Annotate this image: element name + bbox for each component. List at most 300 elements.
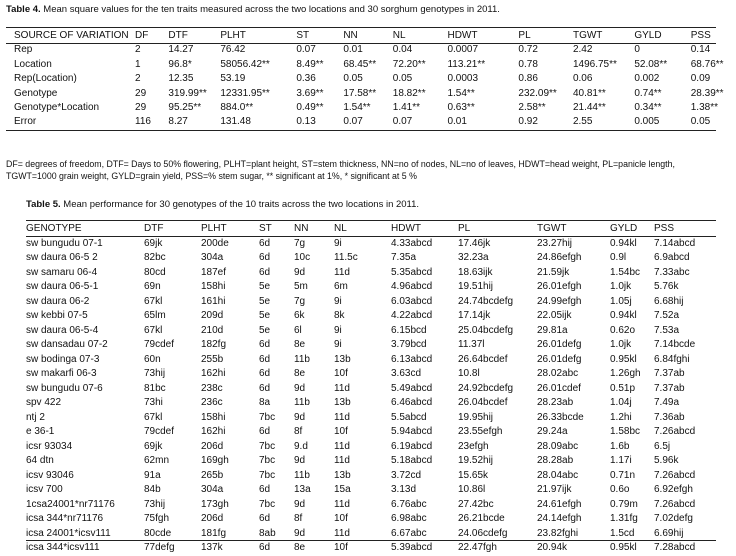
table-cell: 28.39** (690, 87, 724, 99)
table-cell: 6.98abc (391, 513, 427, 524)
table-cell: 10f (334, 368, 348, 379)
table-cell: Genotype (14, 87, 58, 99)
table-cell: 0.13 (296, 116, 316, 128)
table-cell: 7bc (259, 411, 276, 423)
table-cell: 10c (294, 252, 311, 263)
table-cell: 1 (135, 58, 141, 70)
table-cell: 1.54** (343, 102, 371, 114)
table-cell: 11d (334, 455, 350, 466)
table-cell: 11d (334, 527, 350, 539)
table-cell: 3.63cd (391, 368, 422, 379)
table-row (26, 266, 714, 281)
table5-top-rule (26, 220, 716, 221)
table-row (26, 396, 714, 411)
table4-caption (6, 4, 500, 15)
table-cell: 158hi (201, 411, 226, 423)
table-cell: 7.26abcd (654, 498, 696, 510)
table-cell: icsa 344*icsv111 (26, 542, 100, 553)
table-cell: 9d (294, 411, 306, 423)
table-cell: 2.58** (518, 102, 546, 114)
table-cell: 5.35abcd (391, 266, 433, 278)
table-cell: 79cdef (144, 339, 175, 350)
table-cell: 7bc (259, 498, 276, 510)
table4-header-cell: PL (518, 30, 531, 41)
table-cell: 29 (135, 102, 147, 114)
table-cell: 2 (135, 44, 141, 56)
table-cell: 24.92bcdefg (458, 382, 514, 394)
table-cell: 6d (259, 353, 271, 365)
table-cell: 1.05j (610, 295, 632, 307)
table-cell: icsv 93046 (26, 469, 74, 481)
table-cell: 0.95kl (610, 353, 637, 365)
table-cell: 80cde (144, 527, 172, 539)
table5-header-cell: DTF (144, 223, 164, 234)
table-cell: 29.24a (537, 426, 568, 437)
table-cell: 18.63ijk (458, 266, 493, 278)
table-cell: 67kl (144, 295, 163, 307)
table-cell: 1csa24001*nr71176 (26, 498, 115, 510)
table-cell: 0.01 (447, 116, 467, 128)
table-cell: 1.6b (610, 440, 630, 452)
table-cell: 23.82fghi (537, 527, 579, 539)
table-cell: 17.58** (343, 87, 377, 99)
table-cell: 17.14jk (458, 310, 491, 321)
table-row (26, 237, 714, 252)
table-cell: 265b (201, 469, 224, 481)
table-cell: 11d (334, 266, 350, 278)
table-cell: 19.51hij (458, 281, 494, 292)
table-cell: 9d (294, 455, 306, 466)
table-cell: 0.002 (634, 73, 660, 85)
table-cell: 68.76** (690, 58, 724, 70)
table-cell: 11b (294, 397, 310, 408)
table-cell: 12331.95** (220, 87, 270, 99)
table-cell: 40.81** (572, 87, 606, 99)
table4-header-cell: PLHT (220, 30, 246, 41)
table-cell: 24.99efgh (537, 295, 582, 307)
table-row (14, 87, 736, 101)
table-cell: 7bc (259, 455, 276, 466)
table-cell: 3.72cd (391, 469, 422, 481)
table-cell: 9.d (294, 440, 308, 452)
table-cell: 9d (294, 266, 306, 278)
table-cell: 7.14abcd (654, 237, 696, 249)
table4-header-cell: DF (135, 30, 149, 41)
table-cell: Location (14, 58, 52, 70)
table-cell: 0.6o (610, 484, 630, 495)
table-row (26, 338, 714, 353)
table-cell: 255b (201, 353, 224, 365)
table-cell: 304a (201, 484, 224, 495)
table-cell: 5e (259, 324, 271, 336)
table-cell: 304a (201, 252, 224, 263)
table4-header-cell: NL (392, 30, 406, 41)
table-cell: 24.74bcdefg (458, 295, 514, 307)
table-cell: 11d (334, 440, 350, 452)
table-cell: 9d (294, 382, 306, 394)
table-cell: 131.48 (220, 116, 251, 128)
table-cell: 5.39abcd (391, 542, 433, 553)
table-cell: 24.86efgh (537, 252, 582, 263)
table-cell: 0.78 (518, 58, 538, 70)
table-row (26, 527, 714, 542)
table5-caption (26, 199, 419, 210)
table-cell: 6d (259, 339, 271, 350)
table-cell: sw bungudu 07-1 (26, 237, 103, 249)
table-cell: 0.07 (343, 116, 363, 128)
table-cell: 26.01defg (537, 353, 582, 365)
table-cell: 6d (259, 252, 271, 263)
table4 (14, 29, 736, 130)
table-cell: 5e (259, 281, 271, 292)
table-cell: 73hij (144, 498, 166, 510)
table-cell: 0.49** (296, 102, 324, 114)
table4-top-rule (6, 27, 716, 28)
table-cell: 0.0007 (447, 44, 479, 56)
table-cell: 10.8l (458, 368, 480, 379)
table-cell: 6d (259, 513, 271, 524)
table-cell: 26.01cdef (537, 382, 581, 394)
table-cell: 6.69hij (654, 527, 684, 539)
table-row (26, 483, 714, 498)
table-cell: 0.9l (610, 252, 627, 263)
table-cell: 7.26abcd (654, 469, 696, 481)
table-cell: 137k (201, 542, 223, 553)
table-cell: 60n (144, 353, 161, 365)
table-cell: sw daura 06-2 (26, 295, 90, 307)
table-cell: 8.49** (296, 58, 324, 70)
table-cell: 6d (259, 368, 271, 379)
table-cell: 0.05 (343, 73, 363, 85)
table-cell: 0.51p (610, 382, 636, 394)
table-cell: 7g (294, 237, 306, 249)
table-row (14, 115, 736, 129)
table-cell: 232.09** (518, 87, 557, 99)
table-cell: 75fgh (144, 513, 170, 524)
table-cell: 0.06 (572, 73, 593, 85)
table-cell: 7.28abcd (654, 542, 696, 553)
table-row (14, 72, 736, 86)
table-cell: 1.26gh (610, 368, 641, 379)
table-cell: 13b (334, 469, 351, 481)
table-row (26, 541, 714, 556)
table-cell: sw kebbi 07-5 (26, 310, 88, 321)
table-cell: 6k (294, 310, 305, 321)
table5-header-cell: PSS (654, 223, 675, 234)
table-cell: 73hij (144, 368, 166, 379)
table-cell: 6.13abcd (391, 353, 433, 365)
table-cell: 7.53a (654, 324, 680, 336)
table-cell: 7.26abcd (654, 426, 696, 437)
table-cell: 26.04bcdef (458, 397, 508, 408)
table4-header-cell: GYLD (634, 30, 662, 41)
table-cell: 6m (334, 281, 348, 292)
table-cell: 62mn (144, 455, 170, 466)
table-row (26, 498, 714, 513)
table-cell: 0.14 (690, 44, 711, 56)
table-cell: 11d (334, 498, 350, 510)
table-cell: 24.06cdefg (458, 527, 508, 539)
table5-header-cell: HDWT (391, 223, 421, 234)
table-cell: 95.25** (168, 102, 202, 114)
table-cell: 23efgh (458, 440, 489, 452)
table-cell: 1.17i (610, 455, 632, 466)
table-cell: 69jk (144, 237, 163, 249)
table-cell: 11.5c (334, 252, 358, 263)
table-cell: 64 dtn (26, 455, 54, 466)
table-cell: 3.79bcd (391, 339, 427, 350)
table-cell: icsa 344*nr71176 (26, 513, 104, 524)
table-cell: 7.36ab (654, 411, 685, 423)
table-cell: 72.20** (392, 58, 426, 70)
table-cell: 1.2hi (610, 411, 632, 423)
table-cell: 173gh (201, 498, 229, 510)
table-cell: 6.19abcd (391, 440, 433, 452)
table-cell: 5e (259, 295, 271, 307)
table-cell: 0.71n (610, 469, 636, 481)
table-row (26, 251, 714, 266)
table-cell: 0.36 (296, 73, 316, 85)
table-cell: 5.96k (654, 455, 679, 466)
table-cell: 4.22abcd (391, 310, 433, 321)
table-row (14, 43, 736, 57)
table-cell: spv 422 (26, 397, 62, 408)
table-cell: 6.03abcd (391, 295, 433, 307)
table-row (14, 101, 736, 115)
table-cell: sw bungudu 07-6 (26, 382, 103, 394)
table-cell: 10f (334, 426, 348, 437)
table-row (26, 280, 714, 295)
table-cell: 0.79m (610, 498, 638, 510)
table-cell: ntj 2 (26, 411, 45, 423)
table-cell: 162hi (201, 368, 226, 379)
table-cell: 12.35 (168, 73, 194, 85)
table-cell: 1496.75** (572, 58, 617, 70)
table-cell: 6.46abcd (391, 397, 433, 408)
table-cell: 6.76abc (391, 498, 427, 510)
table4-header-cell: PSS (690, 30, 711, 41)
table-cell: 24.14efgh (537, 513, 582, 524)
table-cell: 6d (259, 484, 271, 495)
table-cell: icsa 24001*icsv111 (26, 527, 111, 539)
table4-footnote-line1: DF= degrees of freedom, DTF= Days to 50% flowering, PLHT=plant height, ST=stem thickness, NN=no of nodes, NL=no of leaves, HDWT=head weight, PL=panicle length, (6, 159, 675, 169)
table4-header-row (14, 29, 736, 43)
table-cell: 6d (259, 382, 271, 394)
table-cell: 6.84fghi (654, 353, 690, 365)
table-cell: 187ef (201, 266, 227, 278)
table-cell: 5e (259, 310, 271, 321)
table-cell: 9d (294, 527, 306, 539)
table-cell: sw makarfi 06-3 (26, 368, 97, 379)
table-cell: 1.58bc (610, 426, 641, 437)
table5-caption-label: Table 5. (26, 199, 61, 210)
table-cell: 6d (259, 542, 271, 553)
table-cell: 6.92efgh (654, 484, 693, 495)
table-cell: 0.07 (296, 44, 316, 56)
table-cell: 6d (259, 237, 271, 249)
table-row (26, 353, 714, 368)
table-cell: 1.5cd (610, 527, 635, 539)
table-cell: 11b (294, 353, 310, 365)
table-cell: 6.9abcd (654, 252, 690, 263)
table-cell: 116 (135, 116, 151, 128)
table-cell: 8f (294, 426, 303, 437)
table-cell: 9i (334, 324, 342, 336)
table-cell: 7.49a (654, 397, 680, 408)
table-row (26, 382, 714, 397)
table-cell: 20.94k (537, 542, 568, 553)
table4-header-cell: HDWT (447, 30, 478, 41)
table-cell: 91a (144, 469, 161, 481)
table-row (14, 58, 736, 72)
table5 (26, 222, 714, 556)
table-cell: 7.37ab (654, 368, 685, 379)
table-cell: 7bc (259, 440, 276, 452)
table-cell: 162hi (201, 426, 226, 437)
table-cell: 0.62o (610, 324, 636, 336)
table-cell: 7bc (259, 469, 276, 481)
table-cell: 21.44** (572, 102, 606, 114)
table-cell: 25.04bcdefg (458, 324, 514, 336)
table-cell: 884.0** (220, 102, 254, 114)
table-cell: 29 (135, 87, 147, 99)
table-cell: 8ab (259, 527, 276, 539)
table-cell: 0.34** (634, 102, 662, 114)
table-cell: 80cd (144, 266, 166, 278)
table-cell: 23.55efgh (458, 426, 503, 437)
table-cell: 206d (201, 440, 224, 452)
table-cell: 7.02defg (654, 513, 693, 524)
table5-caption-text: Mean performance for 30 genotypes of the 10 traits across the two locations in 2011. (60, 199, 420, 210)
table-cell: 210d (201, 324, 224, 336)
table-cell: 7.14bcde (654, 339, 696, 350)
table-cell: 10f (334, 513, 348, 524)
table-cell: 53.19 (220, 73, 246, 85)
table4-header-cell: NN (343, 30, 358, 41)
table-cell: 3.13d (391, 484, 417, 495)
table-cell: sw daura 06-5-4 (26, 324, 99, 336)
table-cell: 2 (135, 73, 141, 85)
table-cell: 21.97ijk (537, 484, 572, 495)
table-cell: 8e (294, 339, 306, 350)
table-cell: 65lm (144, 310, 166, 321)
table-cell: sw daura 06-5 2 (26, 252, 98, 263)
table-cell: 11b (294, 469, 310, 481)
table-cell: 11d (334, 411, 350, 423)
table-cell: 8f (294, 513, 303, 524)
table-cell: 6d (259, 426, 271, 437)
table-cell: 182fg (201, 339, 227, 350)
table-cell: 0 (634, 44, 640, 56)
table-cell: 161hi (201, 295, 226, 307)
table-cell: 7.37ab (654, 382, 685, 394)
table-cell: 0.05 (690, 116, 711, 128)
table-cell: 22.05ijk (537, 310, 572, 321)
table-cell: 181fg (201, 527, 227, 539)
table-cell: 67kl (144, 324, 163, 336)
table-cell: 158hi (201, 281, 226, 292)
table-cell: 96.8* (168, 58, 192, 70)
table-cell: 84b (144, 484, 161, 495)
table-row (26, 454, 714, 469)
table-cell: 2.55 (572, 116, 593, 128)
table5-header-cell: ST (259, 223, 272, 234)
table-cell: 1.04j (610, 397, 632, 408)
table-cell: sw dansadau 07-2 (26, 339, 108, 350)
table-cell: 0.72 (518, 44, 538, 56)
table-cell: 26.01defg (537, 339, 582, 350)
table-cell: 5.18abcd (391, 455, 433, 466)
table-cell: 1.0jk (610, 281, 632, 292)
table-cell: 52.08** (634, 58, 668, 70)
table-cell: 68.45** (343, 58, 377, 70)
table-cell: 69jk (144, 440, 163, 452)
table-cell: 8k (334, 310, 345, 321)
table-cell: 6.67abc (391, 527, 427, 539)
table-cell: 0.07 (392, 116, 413, 128)
table-cell: 5.5abcd (391, 411, 427, 423)
table-cell: 28.02abc (537, 368, 579, 379)
table-cell: 15a (334, 484, 351, 495)
table-cell: Rep(Location) (14, 73, 77, 85)
table-cell: 10f (334, 542, 348, 553)
table4-header-cell: SOURCE OF VARIATION (14, 30, 129, 41)
table-cell: 2.42 (572, 44, 593, 56)
table-cell: 9i (334, 237, 342, 249)
table4-caption-text: Mean square values for the ten traits measured across the two locations and 30 sorghum genotypes in 2011. (40, 4, 500, 15)
table-row (26, 512, 714, 527)
table-cell: 0.94kl (610, 310, 637, 321)
table-cell: 6l (294, 324, 302, 336)
table-cell: sw bodinga 07-3 (26, 353, 100, 365)
table-cell: 0.92 (518, 116, 538, 128)
table-cell: 1.54bc (610, 266, 641, 278)
table-cell: 209d (201, 310, 224, 321)
table-cell: 1.41** (392, 102, 421, 114)
table-row (26, 469, 714, 484)
table-cell: 69n (144, 281, 161, 292)
table-cell: 5.76k (654, 281, 679, 292)
table5-header-cell: NL (334, 223, 347, 234)
table-cell: sw daura 06-5-1 (26, 281, 99, 292)
table5-header-cell: PL (458, 223, 471, 234)
table-cell: 17.46jk (458, 237, 491, 249)
table-cell: Error (14, 116, 37, 128)
table-cell: 11d (334, 382, 350, 394)
table-cell: Genotype*Location (14, 102, 100, 114)
table-cell: 6.5j (654, 440, 671, 452)
table-cell: 236c (201, 397, 223, 408)
table5-header-row (26, 222, 714, 237)
table-cell: 58056.42** (220, 58, 270, 70)
table-cell: 26.33bcde (537, 411, 584, 423)
table-cell: 0.74** (634, 87, 662, 99)
table-cell: 8e (294, 368, 306, 379)
table-cell: 4.33abcd (391, 237, 433, 249)
table-cell: 14.27 (168, 44, 194, 56)
table-cell: 169gh (201, 455, 229, 466)
table-cell: 15.65k (458, 469, 489, 481)
table-cell: 19.95hij (458, 411, 494, 423)
table4-body (14, 29, 736, 130)
table-cell: 8a (259, 397, 271, 408)
table-cell: 11.37l (458, 339, 485, 350)
table-cell: 1.38** (690, 102, 718, 114)
table-cell: 0.94kl (610, 237, 637, 249)
table-cell: 0.0003 (447, 73, 479, 85)
table-cell: 73hi (144, 397, 163, 408)
table-cell: 8e (294, 542, 306, 553)
